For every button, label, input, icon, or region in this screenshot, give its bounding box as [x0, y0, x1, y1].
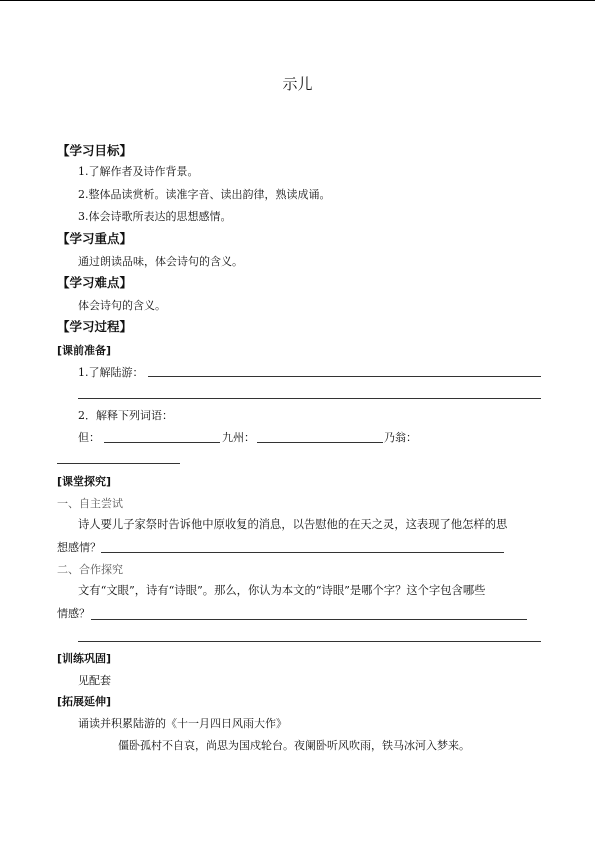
explore-part2-answer-line[interactable] — [91, 619, 527, 620]
explore-part1-title: 一、自主尝试 — [57, 497, 123, 510]
difficulties-text: 体会诗句的含义。 — [78, 299, 166, 312]
explore-part1-question-cont: 想感情？ — [57, 541, 101, 554]
word-dan-answer-line[interactable] — [104, 442, 220, 443]
practice-heading: [训练巩固] — [57, 652, 112, 665]
difficulties-heading: 【学习难点】 — [57, 275, 133, 290]
process-heading: 【学习过程】 — [57, 319, 133, 334]
key-points-text: 通过朗读品味，体会诗句的含义。 — [78, 255, 243, 268]
word-jiuzhou-label: 九州： — [222, 431, 255, 444]
word-dan-label: 但： — [78, 431, 100, 444]
practice-text: 见配套 — [78, 674, 111, 687]
extension-heading: [拓展延伸] — [57, 695, 112, 708]
prep-item-1-answer-line[interactable] — [148, 376, 541, 377]
word-jiuzhou-answer-line[interactable] — [257, 442, 383, 443]
explore-part1-question: 诗人要儿子家祭时告诉他中原收复的消息，以告慰他的在天之灵，这表现了他怎样的思 — [78, 518, 508, 531]
extension-poem: 僵卧孤村不自哀，尚思为国戍轮台。夜阑卧听风吹雨，铁马冰河入梦来。 — [118, 739, 470, 752]
objectives-heading: 【学习目标】 — [57, 143, 133, 158]
explore-part1-answer-line[interactable] — [101, 552, 504, 553]
explore-part2-question: 文有“文眼”，诗有“诗眼”。那么，你认为本文的“诗眼”是哪个字？这个字包含哪些 — [78, 584, 486, 597]
explore-part2-answer-line-2[interactable] — [78, 641, 541, 642]
extension-intro: 诵读并积累陆游的《十一月四日风雨大作》 — [78, 717, 287, 730]
prep-heading: [课前准备] — [57, 344, 112, 357]
page-top-border — [0, 0, 595, 1]
word-naiweng-answer-line[interactable] — [57, 463, 180, 464]
key-points-heading: 【学习重点】 — [57, 231, 133, 246]
prep-item-1-label: 1.了解陆游： — [78, 366, 144, 379]
prep-item-1-answer-line-2[interactable] — [78, 398, 541, 399]
explore-heading: [课堂探究] — [57, 475, 112, 488]
objective-item: 1.了解作者及诗作背景。 — [78, 165, 199, 178]
objective-item: 2.整体品读赏析。读准字音、读出韵律，熟读成诵。 — [78, 188, 331, 201]
word-naiweng-label: 乃翁： — [384, 431, 417, 444]
objective-item: 3.体会诗歌所表达的思想感情。 — [78, 210, 232, 223]
prep-item-2-label: 2．解释下列词语： — [78, 409, 173, 422]
page-title: 示儿 — [282, 75, 313, 93]
explore-part2-question-cont: 情感？ — [57, 607, 90, 620]
explore-part2-title: 二、合作探究 — [57, 563, 123, 576]
